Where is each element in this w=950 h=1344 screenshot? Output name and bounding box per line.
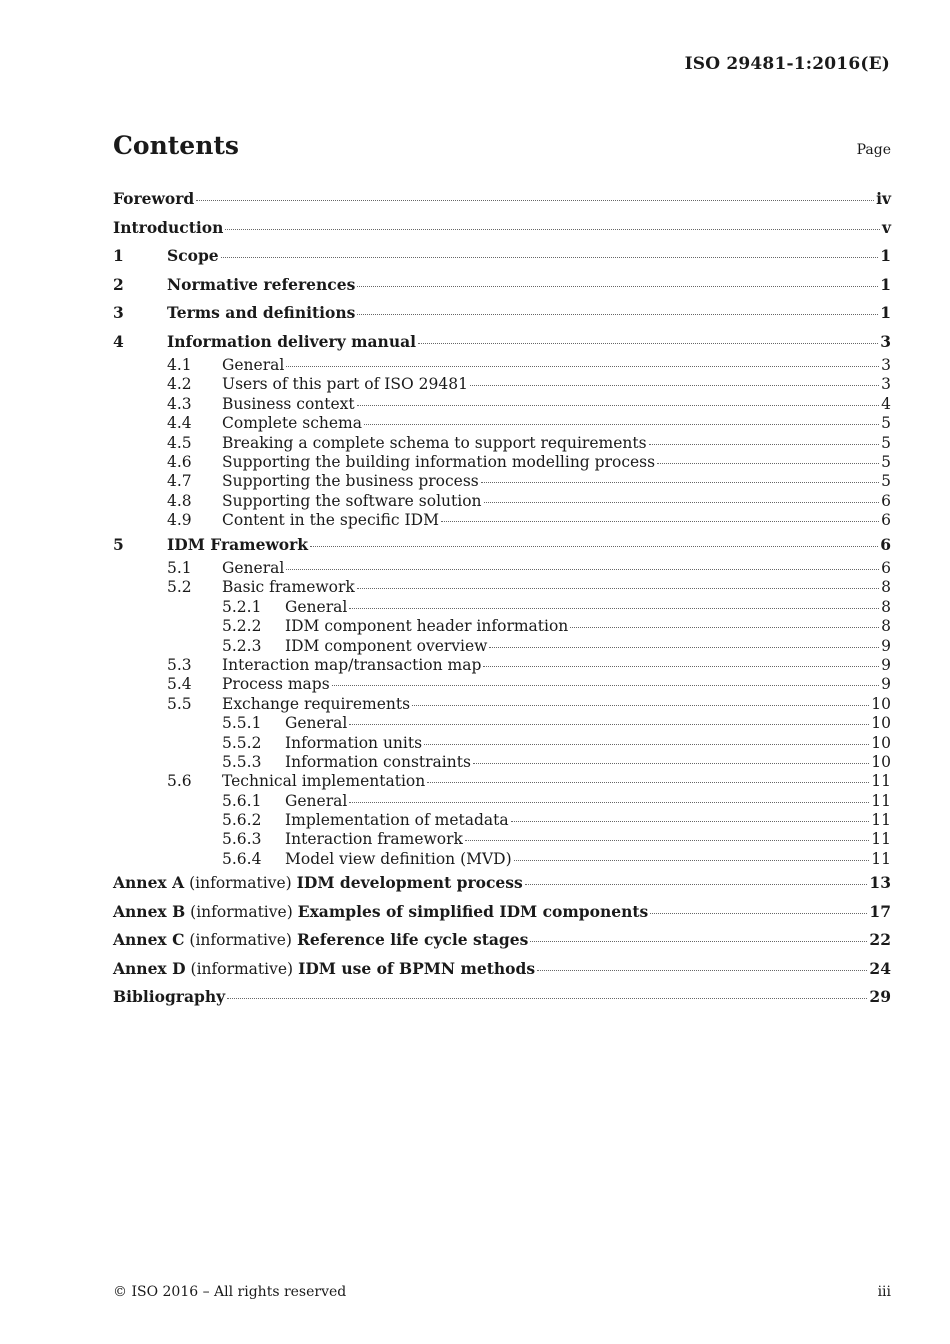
dot-leader [286,366,879,367]
toc-entry-page: 17 [869,901,891,921]
toc-entry-page: 1 [880,274,891,294]
dot-leader [650,913,867,914]
dot-leader [424,744,869,745]
toc-entry-number: 5.2 [167,578,192,597]
toc-entry-number: 5 [113,534,124,554]
toc-entry[interactable] [113,753,891,772]
toc-entry-title: Reference life cycle stages [296,930,529,950]
toc-entry-title: Foreword [113,189,195,208]
toc-entry-number: 5.2.1 [222,597,262,616]
toc-annex-entry[interactable] [113,898,891,927]
toc-entry-number: 5.6.2 [222,811,262,830]
page-number: iii [877,1284,891,1300]
toc-entry-page: 11 [871,830,891,849]
toc-entry-number: 4.9 [167,511,192,530]
toc-annex-kind: (informative) [190,959,294,978]
toc-entry-number: 5.6.3 [222,830,262,849]
dot-leader [530,941,867,942]
toc-entry-title: Scope [167,246,219,265]
toc-entry-title: Information units [285,733,423,752]
dot-leader [481,482,879,483]
toc-entry-title: IDM use of BPMN methods [298,958,536,978]
toc-entry-number: 5.1 [167,559,192,578]
toc-entry-page: 1 [880,303,891,322]
toc-entry[interactable] [113,472,891,491]
toc-entry-title: Information delivery manual [167,331,417,351]
dot-leader [427,782,869,783]
toc-entry-title: Supporting the software solution [222,491,482,510]
toc-annex-label: Annex B [113,901,186,921]
dot-leader [441,521,879,522]
toc-entry[interactable] [113,511,891,530]
toc-entry[interactable] [113,328,891,357]
dot-leader [537,970,867,971]
dot-leader [649,444,880,445]
dot-leader [657,463,879,464]
toc-entry-page: 24 [869,958,891,978]
toc-entry-number: 4.2 [167,375,192,394]
dot-leader [349,802,869,803]
toc-entry-page: 10 [871,714,891,733]
toc-entry-number: 5.6.1 [222,791,262,810]
dot-leader [465,840,869,841]
toc-entry-page: 10 [871,733,891,752]
toc-entry-page: 6 [880,534,891,554]
toc-entry-page: 8 [881,578,891,597]
toc-entry[interactable] [113,695,891,714]
toc-entry-page: v [881,217,891,237]
toc-entry[interactable] [113,850,891,869]
toc-entry[interactable] [113,578,891,597]
toc-entry[interactable] [113,637,891,656]
toc-entry-title: Introduction [113,217,224,237]
toc-entry-title: Implementation of metadata [285,811,509,830]
dot-leader [570,627,879,628]
toc-entry[interactable] [113,811,891,830]
toc-entry-page: 5 [881,433,891,452]
toc-entry-number: 5.4 [167,675,192,694]
contents-heading [113,131,891,160]
toc-entry[interactable] [113,395,891,414]
toc-entry-number: 4.3 [167,394,192,413]
toc-entry[interactable] [113,531,891,560]
toc-entry-page: 11 [871,849,891,868]
document-id: ISO 29481-1:2016(E) [684,54,890,74]
toc-entry-title: Examples of simplified IDM components [297,901,649,921]
toc-entry-number: 5.6 [167,772,192,791]
toc-entry-title: Bibliography [113,987,226,1007]
toc-entry-title: IDM component header information [285,617,569,636]
page-column-label: Page [856,142,891,158]
toc-annex-label: Annex A [113,873,185,893]
toc-entry-page: 3 [880,331,891,351]
toc-entry-number: 5.2.2 [222,617,262,636]
toc-entry-number: 4.8 [167,491,192,510]
toc-annex-kind: (informative) [189,874,292,893]
dot-leader [412,705,869,706]
toc-entry-page: 6 [881,559,891,578]
toc-entry-page: 3 [881,375,891,394]
dot-leader [332,685,879,686]
dot-leader [225,229,880,230]
toc-entry[interactable] [113,375,891,394]
toc-entry-title: Process maps [222,675,330,694]
toc-entry-page: 8 [881,597,891,616]
toc-entry-page: 9 [881,636,891,655]
dot-leader [286,569,879,570]
toc-entry-title: IDM component overview [285,636,488,655]
dot-leader [470,385,879,386]
toc-entry-page: 9 [881,675,891,694]
toc-entry-page: 6 [881,511,891,530]
toc-entry-page: 3 [881,356,891,374]
toc-entry-title: Complete schema [222,414,362,433]
toc-entry-page: 4 [881,394,891,413]
toc-entry-number: 1 [113,246,124,265]
toc-entry-title: Basic framework [222,578,355,597]
dot-leader [473,763,869,764]
copyright-notice: © ISO 2016 – All rights reserved [113,1284,347,1300]
toc-entry-title: Information constraints [285,752,471,771]
toc-entry-number: 4.1 [167,356,192,374]
toc-entry-page: 10 [871,694,891,713]
toc-entry[interactable] [113,983,891,1012]
toc-entry-title: Interaction framework [285,830,463,849]
toc-annex-entry[interactable] [113,869,891,898]
toc-annex-entry[interactable] [113,926,891,955]
toc-entry[interactable] [113,434,891,453]
toc-entry[interactable] [113,656,891,675]
toc-entry-number: 5.5.2 [222,733,262,752]
contents-title: Contents [113,131,240,160]
page-footer [113,1284,891,1300]
toc-entry[interactable] [113,830,891,849]
toc-entry-title: Exchange requirements [222,694,411,713]
toc-entry-page: 11 [871,811,891,830]
toc-entry-page: iv [876,189,891,208]
toc-entry[interactable] [113,299,891,328]
toc-entry-title: General [222,356,285,374]
dot-leader [310,546,878,547]
toc-entry-title: Supporting the building information modelling process [222,452,656,471]
toc-entry[interactable] [113,617,891,636]
dot-leader [489,647,879,648]
toc-entry-title: IDM Framework [167,534,309,554]
toc-entry[interactable] [113,492,891,511]
toc-entry[interactable] [113,598,891,617]
toc-entry-page: 10 [871,752,891,771]
toc-entry-title: Business context [222,394,355,413]
toc-entry-number: 4.4 [167,414,192,433]
toc-entry-title: Terms and definitions [167,303,356,322]
toc-annex-kind: (informative) [189,931,292,950]
toc-entry-page: 9 [881,655,891,674]
toc-entry-number: 5.5 [167,694,192,713]
dot-leader [484,502,880,503]
toc-entry-number: 4 [113,331,124,351]
dot-leader [349,608,879,609]
toc-entry-page: 11 [871,772,891,791]
toc-entry-page: 13 [869,873,891,893]
toc-entry-page: 1 [880,246,891,265]
toc-entry-number: 2 [113,274,124,294]
toc-entry[interactable] [113,214,891,243]
toc-entry-page: 5 [881,452,891,471]
toc-entry-number: 5.5.1 [222,714,262,733]
toc-entry-title: Normative references [167,274,356,294]
toc-entry-title: General [285,791,348,810]
toc-entry[interactable] [113,185,891,214]
dot-leader [227,998,867,999]
toc-entry-title: General [222,559,285,578]
dot-leader [364,424,879,425]
toc-entry[interactable] [113,356,891,375]
toc-entry-number: 4.7 [167,472,192,491]
toc-entry-title: General [285,597,348,616]
toc-entry-title: Interaction map/transaction map [222,655,482,674]
toc-entry-title: Model view definition (MVD) [285,849,512,868]
toc-annex-kind: (informative) [190,902,293,921]
toc-entry[interactable] [113,271,891,300]
dot-leader [196,200,874,201]
dot-leader [349,724,869,725]
toc-entry-page: 29 [869,987,891,1007]
toc-entry[interactable] [113,559,891,578]
dot-leader [357,588,879,589]
toc-entry[interactable] [113,734,891,753]
toc-entry-number: 5.2.3 [222,636,262,655]
toc-entry-number: 5.5.3 [222,752,262,771]
toc-entry-number: 5.6.4 [222,849,262,868]
toc-entry-page: 8 [881,617,891,636]
dot-leader [418,343,878,344]
toc-annex-entry[interactable] [113,955,891,984]
dot-leader [221,257,879,258]
dot-leader [357,286,878,287]
dot-leader [525,884,868,885]
toc-entry-title: Technical implementation [222,772,426,791]
toc-entry[interactable] [113,714,891,733]
toc-annex-label: Annex C [113,930,185,950]
toc-annex-label: Annex D [113,958,186,978]
toc-entry-page: 5 [881,472,891,491]
toc-entry[interactable] [113,453,891,472]
dot-leader [514,860,870,861]
table-of-contents [113,185,891,1012]
toc-entry-page: 5 [881,414,891,433]
toc-entry-number: 3 [113,303,124,322]
toc-entry-title: Supporting the business process [222,472,479,491]
toc-entry-page: 11 [871,791,891,810]
toc-entry-number: 4.6 [167,452,192,471]
toc-entry[interactable] [113,772,891,791]
dot-leader [511,821,870,822]
toc-entry-number: 4.5 [167,433,192,452]
toc-entry-title: Content in the specific IDM [222,511,439,530]
toc-entry[interactable] [113,675,891,694]
toc-entry-title: General [285,714,348,733]
toc-entry[interactable] [113,792,891,811]
toc-entry-title: IDM development process [296,873,523,893]
toc-entry-title: Breaking a complete schema to support requirements [222,433,647,452]
toc-entry-number: 5.3 [167,655,192,674]
toc-entry-page: 6 [881,491,891,510]
dot-leader [357,405,879,406]
toc-entry-page: 22 [869,930,891,950]
toc-entry[interactable] [113,242,891,271]
dot-leader [483,666,879,667]
dot-leader [357,314,878,315]
toc-entry-title: Users of this part of ISO 29481 [222,375,468,394]
toc-entry[interactable] [113,414,891,433]
